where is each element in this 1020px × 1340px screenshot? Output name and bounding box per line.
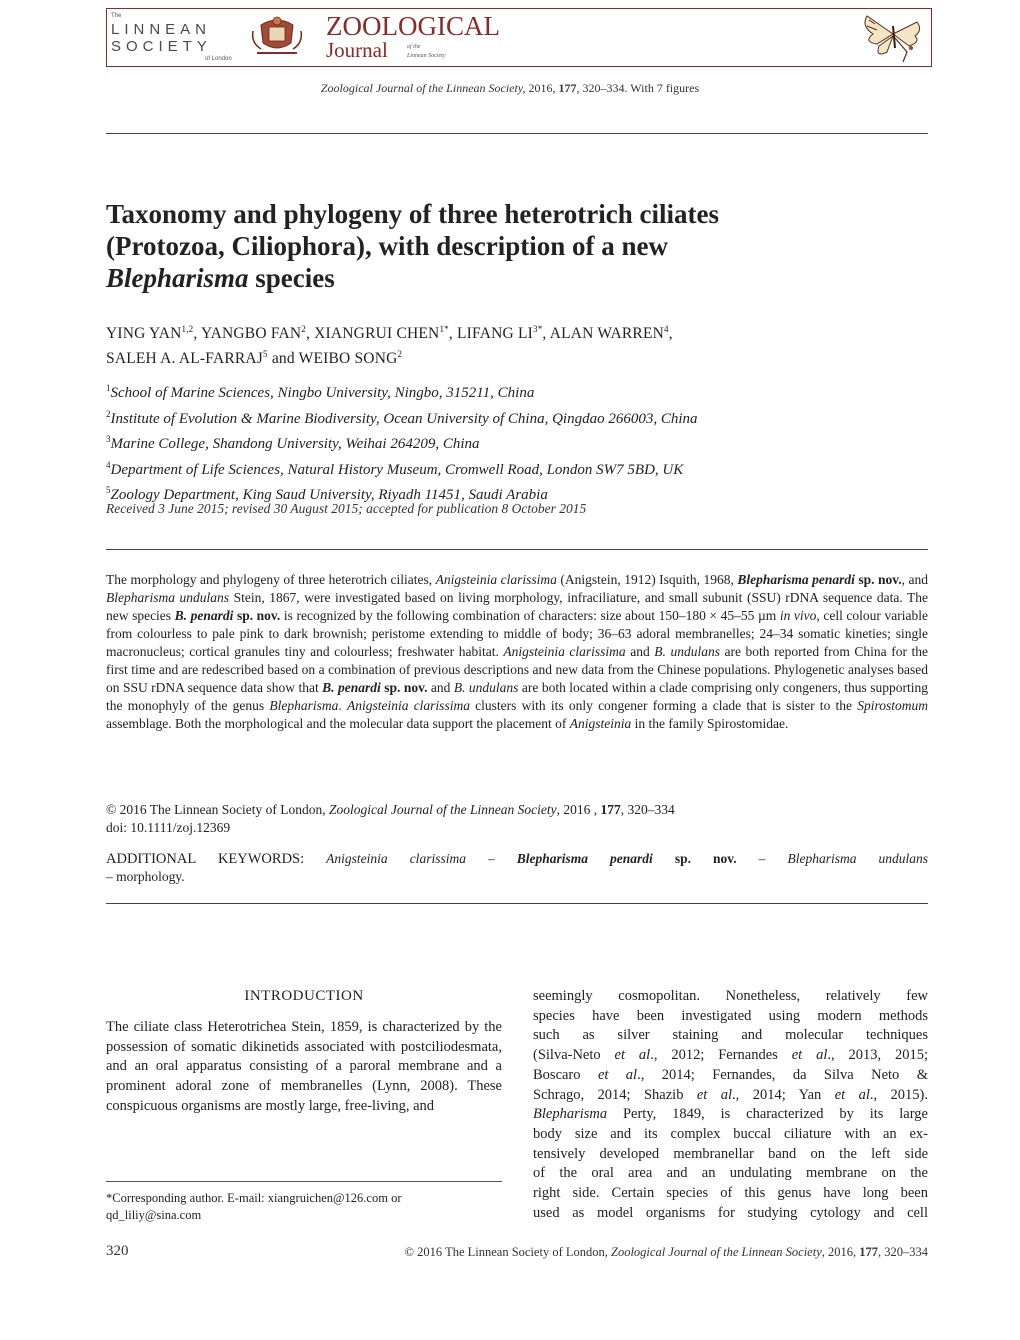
- title-genus: Blepharisma: [106, 263, 249, 293]
- author-line-1: [106, 319, 928, 344]
- intro-right-line: Blepharisma Perty, 1849, is characterized by its large: [533, 1106, 928, 1123]
- journal-word: Journal: [326, 38, 388, 62]
- title-line-3: [106, 262, 928, 294]
- abstract-new-species: B. penardi: [322, 680, 381, 695]
- abstract-text: and: [427, 680, 454, 695]
- intro-right-line: used as model organisms for studying cytology and cell: [533, 1204, 928, 1221]
- abstract-taxon: Anigsteinia clarissima: [503, 644, 626, 659]
- affiliation-item: [106, 455, 928, 481]
- affiliation-text: Department of Life Sciences, Natural History Museum, Cromwell Road, London SW7 5BD, UK: [110, 461, 684, 478]
- footer-year: , 2016,: [821, 1245, 860, 1259]
- affiliation-text: School of Marine Sciences, Ningbo University, Ningbo, 315211, China: [110, 385, 535, 401]
- author-affil-mark: 1,2: [181, 324, 194, 334]
- abstract-text: .: [338, 698, 347, 713]
- intro-right-line: seemingly cosmopolitan. Nonetheless, relatively few: [533, 988, 928, 1004]
- intro-right-line: Boscaro et al., 2014; Fernandes, da Silva Neto &: [533, 1066, 928, 1083]
- abstract-taxon: Spirostomum: [857, 698, 929, 713]
- intro-italic-term: et al: [696, 1086, 733, 1103]
- intro-italic-term: et al: [597, 1066, 638, 1083]
- abstract-taxon: Anigsteinia clarissima: [346, 698, 470, 713]
- intro-right-line: species have been investigated using modern methods: [533, 1007, 928, 1024]
- copyright-line: [106, 801, 928, 819]
- keyword-sp-nov: sp. nov.: [652, 851, 737, 866]
- affiliation-number: 4: [106, 459, 111, 470]
- abstract-taxon: Blepharisma undulans: [106, 590, 230, 605]
- footer-volume: 177: [859, 1245, 878, 1259]
- intro-right-line: body size and its complex buccal ciliature with an ex-: [533, 1125, 928, 1142]
- society-crest-logo: [247, 13, 307, 61]
- journal-header-band: [106, 8, 932, 67]
- corresponding-author-footnote: [106, 1190, 502, 1224]
- abstract-new-species: B. penardi: [174, 608, 234, 623]
- journal-title: ZOOLOGICAL: [326, 11, 500, 41]
- author-name: YANGBO FAN: [200, 325, 302, 343]
- society-name-line2: SOCIETY: [111, 38, 212, 55]
- keyword-item: Blepharisma penardi: [516, 851, 653, 866]
- affiliation-list: [106, 378, 928, 506]
- title-line-1: Taxonomy and phylogeny of three heterotrich ciliates: [106, 199, 719, 229]
- intro-right-line: tensively developed membranellar band on the left side: [533, 1145, 928, 1162]
- citation-pages: , 320–334. With 7 figures: [576, 81, 700, 95]
- doi-line: doi: 10.1111/zoj.12369: [106, 820, 231, 835]
- citation-year: 2016,: [525, 81, 559, 95]
- copyright-year: , 2016 ,: [556, 802, 601, 817]
- keyword-separator: –: [465, 851, 517, 866]
- abstract-taxon: Anigsteinia: [569, 716, 632, 731]
- author-name: YING YAN: [106, 325, 182, 343]
- page-number: 320: [106, 1243, 129, 1259]
- title-species-word: species: [248, 263, 335, 293]
- affiliation-text: Zoology Department, King Saud University, Riyadh 11451, Saudi Arabia: [110, 487, 548, 503]
- footnote-line: qd_liliy@sina.com: [106, 1208, 202, 1222]
- affiliation-item: [106, 378, 928, 404]
- intro-right-line: (Silva-Neto et al., 2012; Fernandes et al., 2013, 2015;: [533, 1047, 929, 1064]
- footnote-rule: [106, 1181, 502, 1182]
- citation-volume: 177: [558, 81, 577, 95]
- author-name: WEIBO SONG: [298, 350, 398, 368]
- abstract-new-species: Blepharisma penardi: [737, 572, 855, 587]
- author-name: SALEH A. AL-FARRAJ: [106, 350, 264, 368]
- abstract-text: and: [625, 644, 655, 659]
- abstract-sp-nov: sp. nov.: [233, 608, 281, 623]
- author-affil-mark: 2: [397, 349, 403, 360]
- author-line-2: [106, 344, 928, 369]
- intro-italic-term: et al: [834, 1086, 870, 1103]
- abstract-sp-nov: sp. nov.: [380, 680, 428, 695]
- footer-journal: Zoological Journal of the Linnean Society: [611, 1245, 822, 1259]
- received-dates: Received 3 June 2015; revised 30 August 2015; accepted for publication 8 October 2015: [106, 501, 587, 516]
- keyword-separator: –: [736, 851, 788, 866]
- abstract-text: Stein, 1867, were investigated based on living morphology, infraciliature, and small subunit (SSU) rDNA sequence data. The new species: [106, 590, 928, 623]
- author-name: ALAN WARREN: [549, 325, 665, 343]
- author-separator: ,: [305, 325, 315, 343]
- affiliation-number: 2: [106, 408, 111, 419]
- abstract-text: The morphology and phylogeny of three heterotrich ciliates,: [106, 572, 436, 587]
- keywords-block: [106, 850, 928, 886]
- keywords-line-1: [106, 850, 928, 868]
- copyright-pages: , 320–334: [620, 802, 675, 817]
- citation-journal: Zoological Journal of the Linnean Society,: [320, 81, 526, 95]
- footer-pages: , 320–334: [878, 1245, 928, 1259]
- abstract-text: are both reported from China for the first time and are redescribed based on a combination of previous descriptions and new data from the Chinese populations. Phylogenetic analyses based on SSU rDNA sequence data show that: [106, 644, 928, 695]
- abstract-taxon: Anigsteinia clarissima: [435, 572, 557, 587]
- intro-right-column: [533, 987, 928, 1223]
- affiliation-text: Marine College, Shandong University, Weihai 264209, China: [110, 436, 480, 452]
- keywords-label: ADDITIONAL KEYWORDS:: [106, 851, 305, 867]
- author-name: XIANGRUI CHEN: [314, 325, 440, 343]
- title-line-2: (Protozoa, Ciliophora), with description of a new: [106, 231, 668, 261]
- intro-italic-term: et al: [791, 1047, 828, 1064]
- journal-of-the: of the: [407, 44, 421, 50]
- page-footer-copyright: [405, 1245, 928, 1260]
- copyright-text: © 2016 The Linnean Society of London,: [106, 802, 329, 817]
- abstract-text: , cell colour variable from colourless to pale pink to dark brownish; peristome extending to middle of body; 36–63 adoral membranelles; 24–34 somatic kineties; single macronucleus; cortical granules tiny and colourless; freshwater habitat.: [106, 608, 928, 659]
- abstract-taxon: Blepharisma: [269, 698, 339, 713]
- abstract-taxon: B. undulans: [453, 680, 519, 695]
- abstract-bottom-rule: [106, 903, 928, 904]
- affiliation-text: Institute of Evolution & Marine Biodiversity, Ocean University of China, Qingdao 266003, China: [110, 410, 698, 427]
- intro-left-paragraph: The ciliate class Heterotrichea Stein, 1859, is characterized by the possession of somatic dikinetids associated with postciliodesmata, and an oral apparatus consisting of a paroral membrane and a prominent adoral zone of membranelles (Lynn, 2008). These conspicuous organisms are mostly large, free-living, and: [106, 1019, 502, 1114]
- author-separator: ,: [542, 325, 550, 343]
- author-affil-mark: 2: [301, 324, 306, 334]
- copyright-journal: Zoological Journal of the Linnean Society: [328, 802, 557, 817]
- section-heading-introduction: INTRODUCTION: [244, 988, 364, 1004]
- abstract-text: is recognized by the following combination of characters: size about 150–180 × 45–55 µm: [280, 608, 780, 623]
- abstract-text: clusters with its only congener forming a clade that is sister to the: [469, 698, 858, 713]
- society-the-label: The: [111, 13, 122, 19]
- affiliation-number: 1: [106, 383, 111, 393]
- society-name-line1: LINNEAN: [111, 21, 212, 38]
- abstract-term: in vivo: [779, 608, 817, 623]
- society-of-london-label: of London: [205, 56, 232, 62]
- affiliation-item: [106, 404, 928, 430]
- abstract-taxon: B. undulans: [654, 644, 720, 659]
- author-separator: ,: [193, 325, 201, 343]
- butterfly-logo: [859, 12, 929, 64]
- abstract-text: , and: [901, 572, 928, 587]
- copyright-block: [106, 801, 928, 837]
- citation-line: [0, 81, 1020, 96]
- affiliation-number: 3: [106, 434, 111, 444]
- author-separator: ,: [668, 325, 673, 343]
- author-name: LIFANG LI: [457, 325, 534, 343]
- author-affil-mark: 4: [664, 324, 669, 334]
- keyword-item: Blepharisma undulans: [787, 851, 928, 866]
- header-rule: [106, 133, 928, 134]
- keyword-item: Anigsteinia clarissima: [326, 851, 466, 866]
- abstract-top-rule: [106, 549, 928, 550]
- author-list: [106, 319, 928, 369]
- abstract-sp-nov: sp. nov.: [854, 572, 902, 587]
- affiliation-item: [106, 429, 928, 455]
- abstract-text: are both located within a clade comprising only congeners, thus supporting the monophyly of the genus: [106, 680, 928, 713]
- footnote-line: *Corresponding author. E-mail: xiangruichen@126.com or: [106, 1191, 402, 1205]
- abstract-text: assemblage. Both the morphological and the molecular data support the placement of: [106, 716, 570, 731]
- affiliation-number: 5: [106, 485, 111, 495]
- author-separator: ,: [448, 325, 458, 343]
- journal-society-label: Linnean Society: [407, 53, 446, 59]
- intro-right-line: such as silver staining and molecular techniques: [533, 1027, 928, 1044]
- author-affil-mark: 1*: [439, 324, 449, 334]
- copyright-volume: 177: [600, 802, 621, 817]
- intro-italic-term: Blepharisma: [533, 1106, 608, 1123]
- intro-italic-term: et al: [614, 1047, 651, 1064]
- intro-right-line: of the oral area and an undulating membrane on the: [533, 1165, 928, 1182]
- intro-right-line: Schrago, 2014; Shazib et al., 2014; Yan et al., 2015).: [533, 1086, 928, 1103]
- footer-text: © 2016 The Linnean Society of London,: [404, 1245, 611, 1259]
- article-title: [106, 198, 928, 294]
- abstract-text: in the family Spirostomidae.: [631, 716, 789, 731]
- author-affil-mark: 5: [263, 349, 268, 360]
- intro-right-line: right side. Certain species of this genus have long been: [533, 1185, 928, 1202]
- keywords-line-2: – morphology.: [106, 869, 185, 884]
- abstract-text: (Anigstein, 1912) Isquith, 1968,: [556, 572, 738, 587]
- author-separator: and: [267, 350, 299, 368]
- author-affil-mark: 3*: [533, 324, 543, 334]
- abstract-paragraph: [106, 571, 928, 733]
